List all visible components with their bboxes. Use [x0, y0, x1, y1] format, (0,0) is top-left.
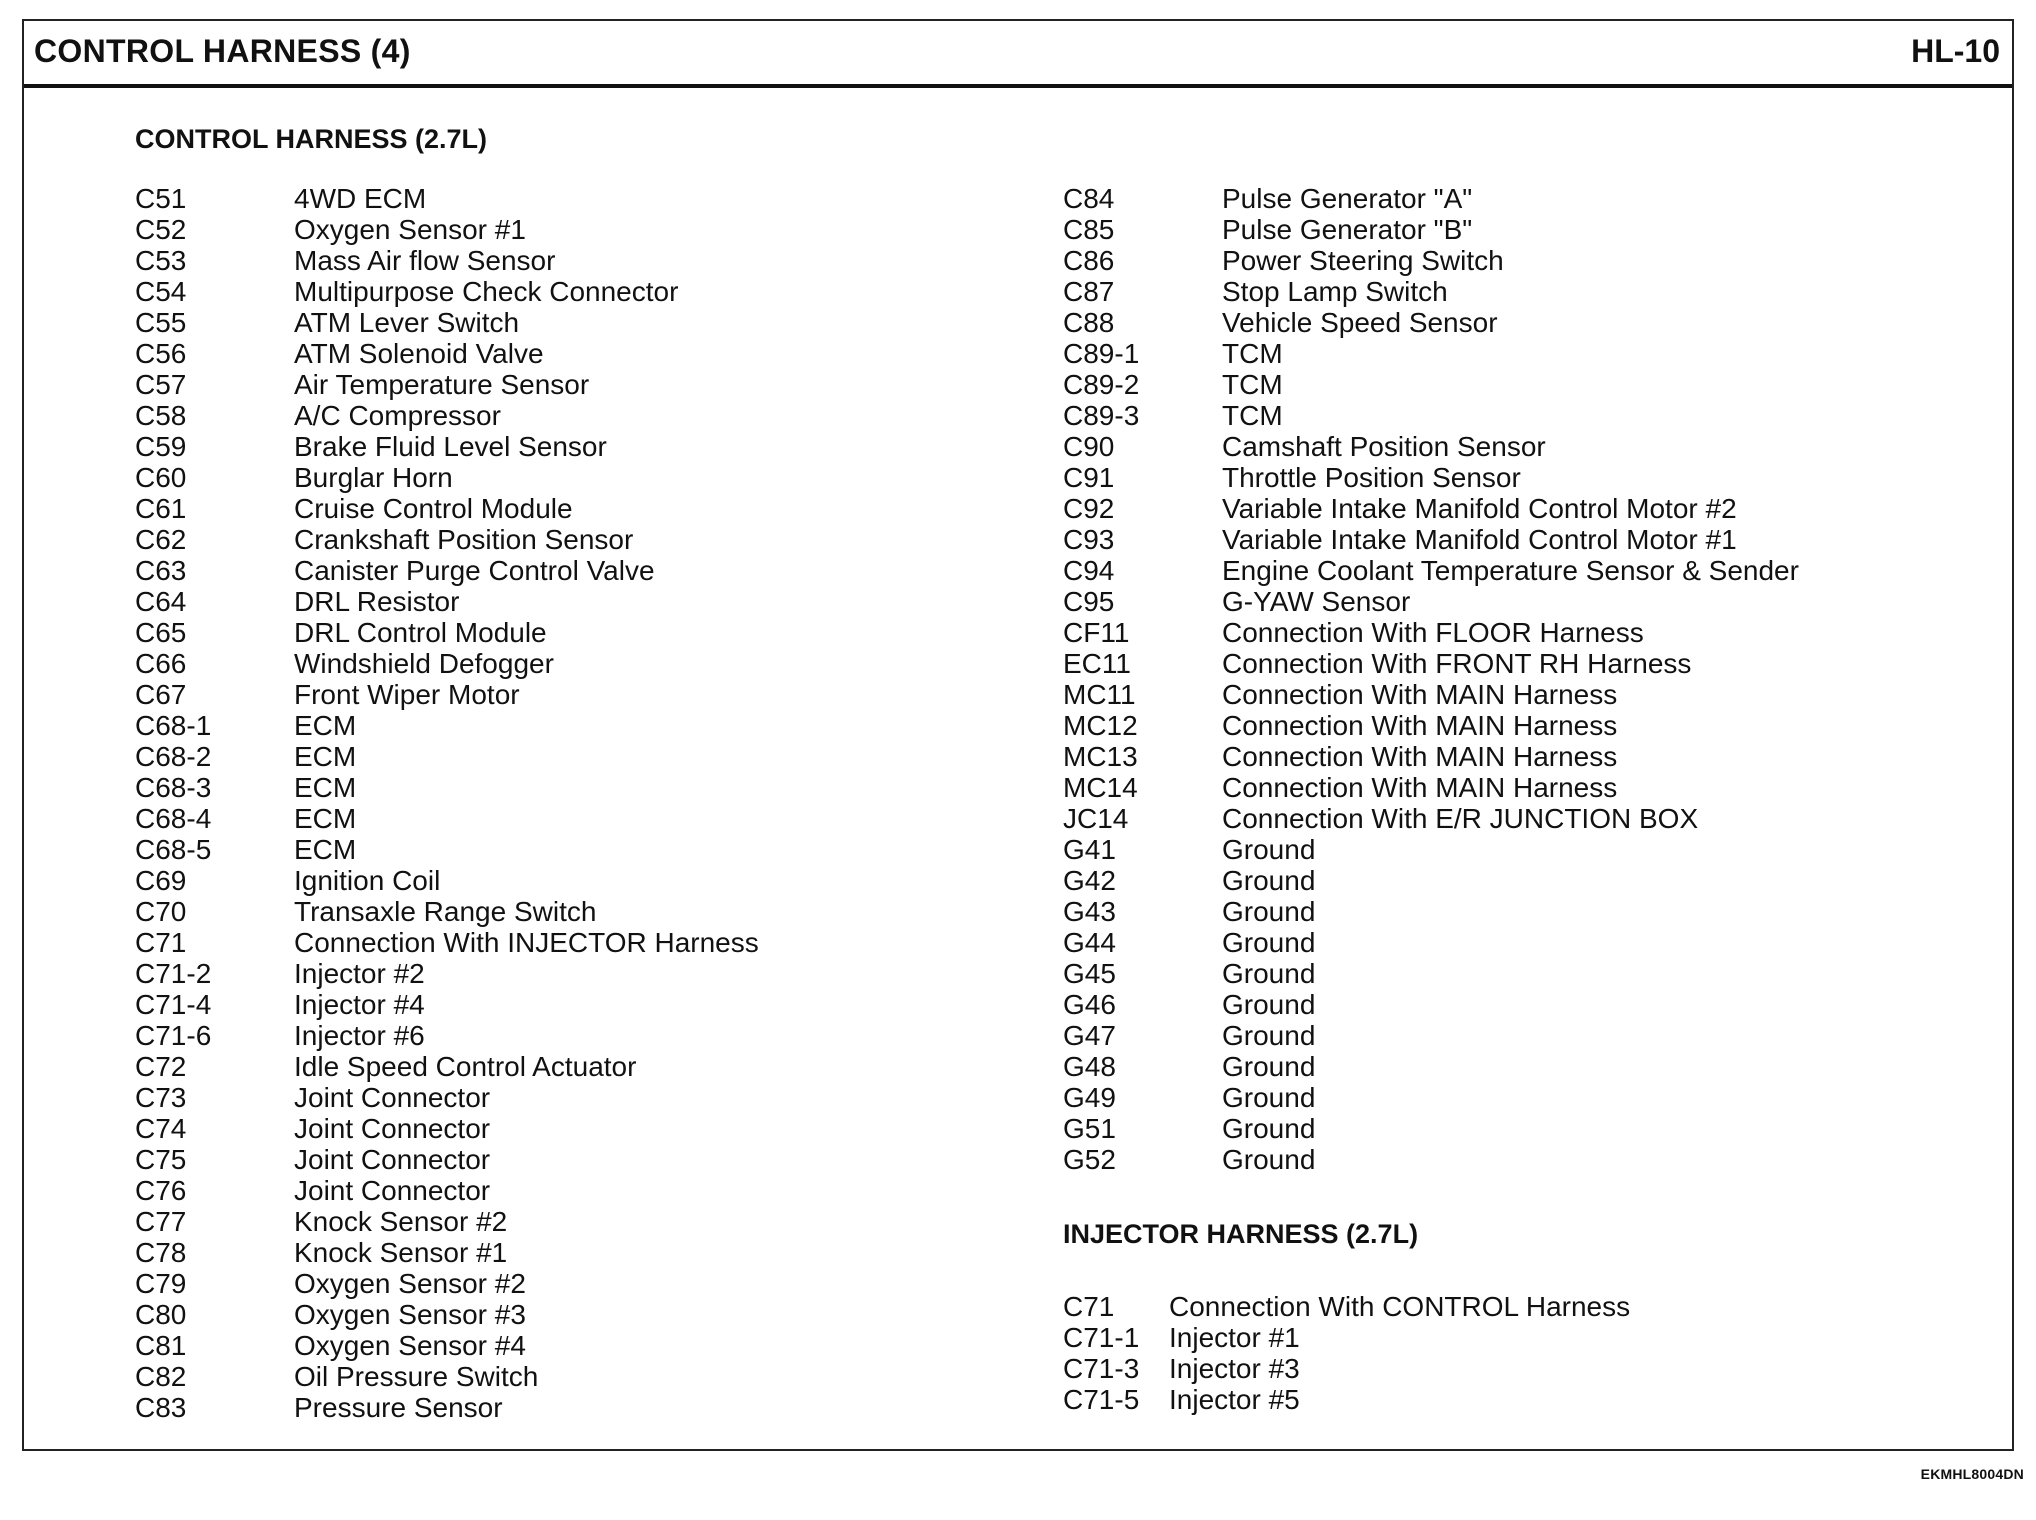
document-id: EKMHL8004DN	[1920, 1466, 2024, 1482]
connector-code: C68-5	[135, 834, 212, 865]
connector-description: Burglar Horn	[294, 462, 453, 493]
connector-code: C71-6	[135, 1020, 212, 1051]
connector-description: Stop Lamp Switch	[1222, 276, 1448, 307]
connector-description: Ground	[1222, 958, 1316, 989]
connector-description: Injector #2	[294, 958, 425, 989]
connector-code: C75	[135, 1144, 187, 1175]
connector-description: Connection With FRONT RH Harness	[1222, 648, 1692, 679]
connector-description: Joint Connector	[294, 1144, 491, 1175]
connector-code: G47	[1063, 1020, 1116, 1051]
connector-code: C53	[135, 245, 187, 276]
connector-code: C64	[135, 586, 187, 617]
connector-code: C89-1	[1063, 338, 1140, 369]
connector-description: Ignition Coil	[294, 865, 441, 896]
connector-code: G43	[1063, 896, 1116, 927]
connector-code: C58	[135, 400, 187, 431]
connector-code: C54	[135, 276, 187, 307]
connector-code: C81	[135, 1330, 187, 1361]
connector-code: C72	[135, 1051, 187, 1082]
connector-description: Connection With MAIN Harness	[1222, 710, 1618, 741]
connector-description: Ground	[1222, 1113, 1316, 1144]
connector-code: C86	[1063, 245, 1115, 276]
connector-code: MC14	[1063, 772, 1138, 803]
connector-code: C80	[135, 1299, 187, 1330]
connector-code: C94	[1063, 555, 1115, 586]
connector-description: A/C Compressor	[294, 400, 501, 431]
connector-code: C60	[135, 462, 187, 493]
connector-code: C95	[1063, 586, 1115, 617]
connector-description: Connection With E/R JUNCTION BOX	[1222, 803, 1699, 834]
connector-description: Camshaft Position Sensor	[1222, 431, 1546, 462]
connector-code: C73	[135, 1082, 187, 1113]
connector-description: DRL Control Module	[294, 617, 547, 648]
connector-code: C51	[135, 183, 187, 214]
connector-code: C89-3	[1063, 400, 1140, 431]
connector-code: C65	[135, 617, 187, 648]
connector-code: C52	[135, 214, 187, 245]
connector-description: Throttle Position Sensor	[1222, 462, 1521, 493]
connector-code: C66	[135, 648, 187, 679]
connector-code: C71-4	[135, 989, 212, 1020]
connector-code: G51	[1063, 1113, 1116, 1144]
connector-code: C91	[1063, 462, 1115, 493]
connector-description: Oxygen Sensor #2	[294, 1268, 526, 1299]
connector-code: C71-3	[1063, 1353, 1140, 1384]
connector-description: Ground	[1222, 989, 1316, 1020]
connector-description: Crankshaft Position Sensor	[294, 524, 634, 555]
connector-code: C79	[135, 1268, 187, 1299]
connector-code: C77	[135, 1206, 187, 1237]
connector-description: Ground	[1222, 1144, 1316, 1175]
connector-description: Oil Pressure Switch	[294, 1361, 539, 1392]
connector-code: C87	[1063, 276, 1115, 307]
connector-description: ECM	[294, 741, 357, 772]
connector-description: Vehicle Speed Sensor	[1222, 307, 1498, 338]
connector-description: Ground	[1222, 865, 1316, 896]
connector-description: Mass Air flow Sensor	[294, 245, 556, 276]
connector-description: Ground	[1222, 1051, 1316, 1082]
connector-description: Air Temperature Sensor	[294, 369, 590, 400]
connector-description: Joint Connector	[294, 1175, 491, 1206]
connector-description: Pulse Generator "B"	[1222, 214, 1473, 245]
connector-description: ECM	[294, 803, 357, 834]
connector-description: Knock Sensor #2	[294, 1206, 508, 1237]
connector-description: Windshield Defogger	[294, 648, 554, 679]
connector-code: C88	[1063, 307, 1115, 338]
connector-code: C55	[135, 307, 187, 338]
connector-code: C93	[1063, 524, 1115, 555]
connector-description: ATM Solenoid Valve	[294, 338, 544, 369]
connector-description: Idle Speed Control Actuator	[294, 1051, 637, 1082]
connector-code: MC11	[1063, 679, 1136, 710]
connector-code: G46	[1063, 989, 1116, 1020]
connector-description: ATM Lever Switch	[294, 307, 520, 338]
connector-description: Ground	[1222, 927, 1316, 958]
connector-description: Variable Intake Manifold Control Motor #2	[1222, 493, 1737, 524]
connector-description: Joint Connector	[294, 1082, 491, 1113]
connector-code: C83	[135, 1392, 187, 1423]
connector-code: C78	[135, 1237, 187, 1268]
connector-code: C63	[135, 555, 187, 586]
connector-description: Brake Fluid Level Sensor	[294, 431, 607, 462]
connector-description: Multipurpose Check Connector	[294, 276, 679, 307]
control-harness-heading: CONTROL HARNESS (2.7L)	[135, 124, 488, 154]
connector-description: Oxygen Sensor #4	[294, 1330, 526, 1361]
connector-code: C84	[1063, 183, 1115, 214]
connector-code: C92	[1063, 493, 1115, 524]
connector-code: C68-1	[135, 710, 212, 741]
connector-code: C71	[135, 927, 187, 958]
connector-description: Ground	[1222, 1020, 1316, 1051]
connector-description: G-YAW Sensor	[1222, 586, 1411, 617]
page-number: HL-10	[1911, 33, 2000, 69]
connector-description: Oxygen Sensor #1	[294, 214, 526, 245]
connector-code: C59	[135, 431, 187, 462]
connector-description: ECM	[294, 834, 357, 865]
connector-code: C85	[1063, 214, 1115, 245]
injector-harness-heading: INJECTOR HARNESS (2.7L)	[1063, 1219, 1419, 1249]
connector-description: ECM	[294, 772, 357, 803]
connector-code: G44	[1063, 927, 1116, 958]
connector-code: C74	[135, 1113, 187, 1144]
connector-code: C68-2	[135, 741, 212, 772]
connector-code: G48	[1063, 1051, 1116, 1082]
connector-code: G49	[1063, 1082, 1116, 1113]
connector-code: C70	[135, 896, 187, 927]
connector-code: C90	[1063, 431, 1115, 462]
connector-code: C76	[135, 1175, 187, 1206]
connector-code: C71-5	[1063, 1384, 1140, 1415]
connector-description: Engine Coolant Temperature Sensor & Sender	[1222, 555, 1799, 586]
connector-code: C71-1	[1063, 1322, 1140, 1353]
page-header	[24, 21, 2012, 88]
connector-description: DRL Resistor	[294, 586, 460, 617]
connector-code: G52	[1063, 1144, 1116, 1175]
connector-description: Injector #3	[1169, 1353, 1300, 1384]
connector-description: Ground	[1222, 1082, 1316, 1113]
connector-code: MC13	[1063, 741, 1138, 772]
connector-description: Connection With MAIN Harness	[1222, 679, 1618, 710]
connector-code: C68-4	[135, 803, 212, 834]
connector-code: C71	[1063, 1291, 1115, 1322]
connector-description: Connection With MAIN Harness	[1222, 741, 1618, 772]
connector-code: G45	[1063, 958, 1116, 989]
connector-description: Variable Intake Manifold Control Motor #1	[1222, 524, 1737, 555]
connector-description: Injector #4	[294, 989, 425, 1020]
connector-description: Power Steering Switch	[1222, 245, 1504, 276]
connector-code: C69	[135, 865, 187, 896]
connector-code: C68-3	[135, 772, 212, 803]
connector-description: TCM	[1222, 338, 1283, 369]
connector-description: Injector #6	[294, 1020, 425, 1051]
connector-description: Injector #5	[1169, 1384, 1300, 1415]
connector-description: Connection With CONTROL Harness	[1169, 1291, 1631, 1322]
connector-code: CF11	[1063, 617, 1130, 648]
connector-code: JC14	[1063, 803, 1129, 834]
connector-description: Canister Purge Control Valve	[294, 555, 655, 586]
connector-description: 4WD ECM	[294, 183, 427, 214]
connector-code: C67	[135, 679, 187, 710]
connector-description: Injector #1	[1169, 1322, 1300, 1353]
connector-code: MC12	[1063, 710, 1138, 741]
connector-code: C62	[135, 524, 187, 555]
connector-code: C71-2	[135, 958, 212, 989]
connector-code: C82	[135, 1361, 187, 1392]
connector-code: EC11	[1063, 648, 1131, 679]
connector-description: TCM	[1222, 369, 1283, 400]
connector-description: Ground	[1222, 834, 1316, 865]
connector-code: G41	[1063, 834, 1116, 865]
connector-description: Front Wiper Motor	[294, 679, 520, 710]
connector-description: Cruise Control Module	[294, 493, 573, 524]
connector-description: Connection With INJECTOR Harness	[294, 927, 759, 958]
connector-description: Connection With MAIN Harness	[1222, 772, 1618, 803]
connector-description: Transaxle Range Switch	[294, 896, 597, 927]
connector-code: C61	[135, 493, 187, 524]
page-title: CONTROL HARNESS (4)	[34, 33, 411, 69]
connector-code: C89-2	[1063, 369, 1140, 400]
connector-description: Joint Connector	[294, 1113, 491, 1144]
connector-code: C57	[135, 369, 187, 400]
connector-description: TCM	[1222, 400, 1283, 431]
connector-description: Pressure Sensor	[294, 1392, 503, 1423]
connector-description: Connection With FLOOR Harness	[1222, 617, 1644, 648]
connector-description: Ground	[1222, 896, 1316, 927]
connector-description: ECM	[294, 710, 357, 741]
connector-description: Knock Sensor #1	[294, 1237, 508, 1268]
connector-code: G42	[1063, 865, 1116, 896]
connector-description: Oxygen Sensor #3	[294, 1299, 526, 1330]
connector-code: C56	[135, 338, 187, 369]
connector-description: Pulse Generator "A"	[1222, 183, 1473, 214]
